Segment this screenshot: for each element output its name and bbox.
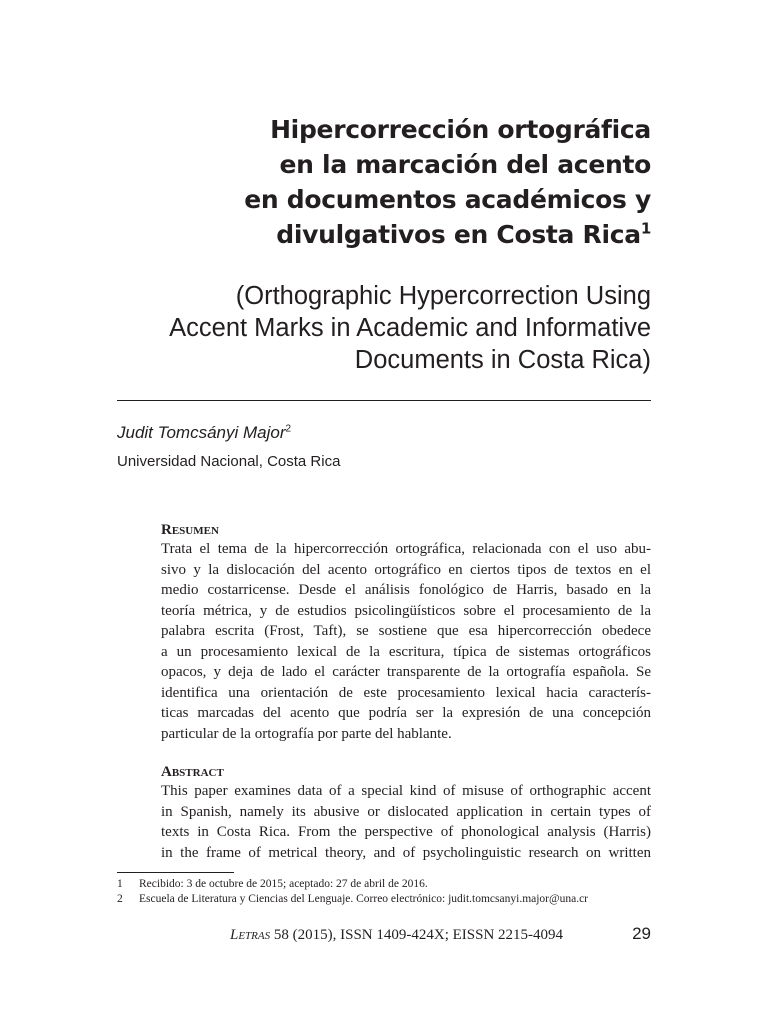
abstract-body (161, 781, 651, 863)
author-name-text: Judit Tomcsányi Major (117, 423, 286, 442)
footnote-divider (117, 872, 234, 873)
title-line: en documentos académicos y (244, 185, 651, 214)
abstract-section (161, 763, 651, 863)
title-line: en la marcación del acento (279, 150, 651, 179)
resumen-heading: Resumen (161, 522, 219, 538)
abstract-line: This paper examines data of a special kind of misuse of orthographic accent (161, 783, 651, 799)
footnote (117, 892, 657, 907)
page-footer (230, 926, 563, 944)
footnote-number: 1 (117, 878, 123, 890)
resumen-body (161, 539, 651, 744)
resumen-line: a un procesamiento lexical de la escritura, típica de sistemas ortográficos (161, 643, 651, 660)
resumen-line: identifica una orientación de este procesamiento lexical hacia caracterís- (161, 684, 651, 701)
title-divider (117, 400, 651, 401)
resumen-line: teoría métrica, y de estudios psicolingüísticos sobre el procesamiento de la (161, 602, 651, 619)
title-line-last (91, 217, 651, 252)
author-affiliation: Universidad Nacional, Costa Rica (117, 453, 341, 470)
resumen-line: ticas marcadas del acento que podría ser la expresión de una concepción (161, 705, 651, 721)
resumen-section (161, 521, 651, 744)
journal-citation: 58 (2015), ISSN 1409-424X; EISSN 2215-4094 (270, 927, 564, 943)
subtitle-line: (Orthographic Hypercorrection Using (235, 282, 651, 310)
abstract-line: in Spanish, namely its abusive or dislocated application in certain types of (161, 803, 651, 820)
resumen-line: particular de la ortografía por parte del hablante. (161, 725, 452, 742)
title-footnote-mark: 1 (640, 219, 651, 238)
resumen-line: opacos, y deja de lado el carácter transparente de la ortografía española. Se (161, 664, 651, 680)
abstract-line: in the frame of metrical theory, and of psycholinguistic research on written (161, 844, 651, 861)
page-number: 29 (632, 924, 651, 943)
footnote (117, 877, 657, 892)
footnote-number: 2 (117, 893, 123, 905)
journal-name: Letras (230, 927, 271, 943)
article-subtitle (91, 280, 651, 376)
article-title (91, 112, 651, 252)
title-line: Hipercorrección ortográfica (270, 115, 651, 144)
resumen-line: Trata el tema de la hipercorrección ortográfica, relacionada con el uso abu- (161, 541, 651, 557)
abstract-heading: Abstract (161, 764, 224, 780)
title-line-text: divulgativos en Costa Rica (276, 220, 641, 249)
resumen-line: medio costarricense. Desde el análisis fonológico de Harris, basado en la (161, 582, 651, 598)
footnotes (117, 877, 657, 907)
footnote-text: Escuela de Literatura y Ciencias del Lenguaje. Correo electrónico: judit.tomcsanyi.major@una.cr (139, 893, 589, 905)
subtitle-line: Documents in Costa Rica) (354, 346, 651, 374)
resumen-line: sivo y la dislocación del acento ortográfico en ciertos tipos de textos en el (161, 561, 651, 578)
subtitle-line: Accent Marks in Academic and Informative (169, 314, 651, 342)
author-footnote-mark: 2 (285, 423, 292, 435)
author-name (117, 422, 291, 444)
footnote-text: Recibido: 3 de octubre de 2015; aceptado: 27 de abril de 2016. (139, 878, 428, 890)
abstract-line: texts in Costa Rica. From the perspective of phonological analysis (Harris) (161, 824, 651, 840)
resumen-line: palabra escrita (Frost, Taft), se sostiene que esa hipercorrección obedece (161, 623, 651, 639)
